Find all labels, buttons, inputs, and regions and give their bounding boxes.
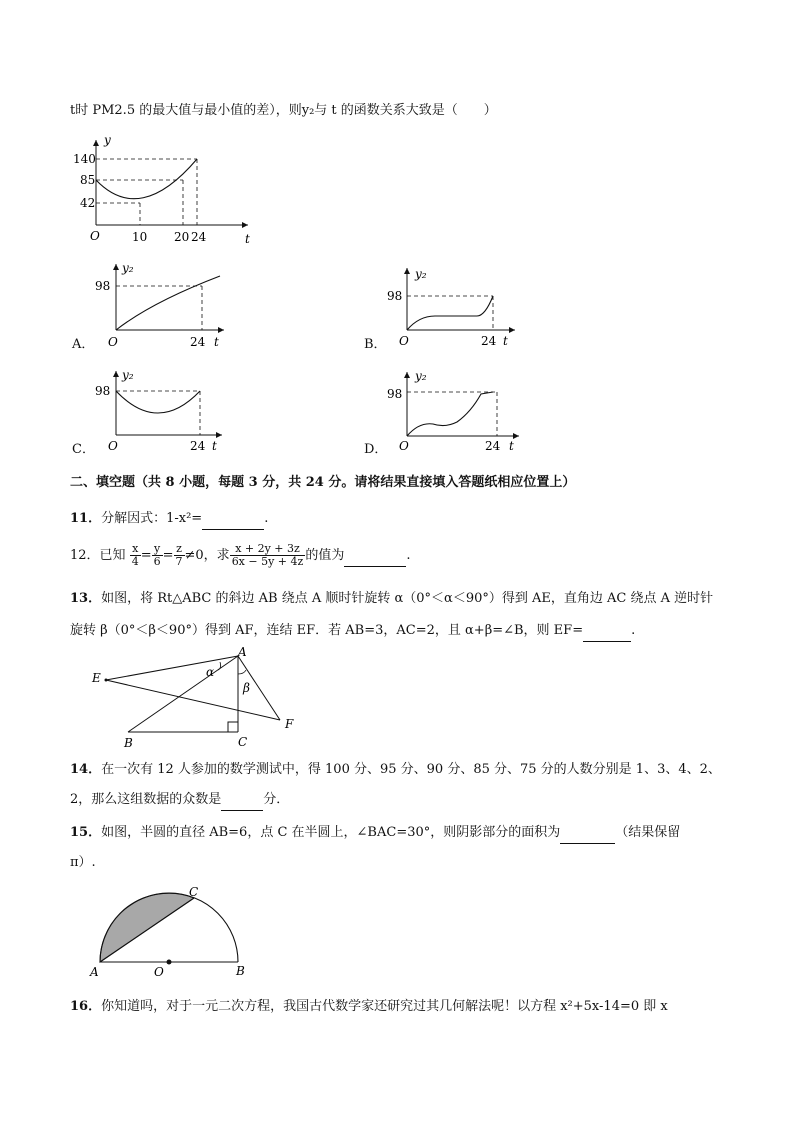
q12-fraction-expression: $\frac{x + 2y + 3z}{6x - 5y + 4z}$	[231, 542, 304, 568]
main-x-tick-10: 10	[132, 230, 148, 244]
option-b-letter[interactable]: B．	[364, 337, 387, 352]
section2-heading: 二、填空题（共 8 小题，每题 3 分，共 24 分。请将结果直接填入答题纸相应位置上）	[70, 475, 576, 490]
option-c-x-tick: 24	[190, 439, 206, 453]
q12-end: .	[406, 548, 411, 563]
q12-suffix: 的值为	[305, 548, 345, 563]
option-d-x-tick: 24	[485, 439, 501, 453]
option-c-letter[interactable]: C．	[72, 442, 95, 457]
q12-number: 12．	[70, 548, 100, 563]
q12-fraction-y-6: $\frac{y}{6}$	[153, 542, 161, 568]
option-d-letter[interactable]: D．	[364, 442, 388, 457]
q12-eq2: =	[162, 548, 174, 563]
q14-number: 14．	[70, 762, 102, 777]
q11-number: 11．	[70, 511, 102, 526]
q13-label-E: E	[92, 671, 101, 685]
q12-answer-blank[interactable]	[344, 546, 406, 567]
option-a-x-tick: 24	[190, 335, 206, 349]
q12-prefix: 已知	[99, 548, 126, 563]
q13-number: 13．	[70, 591, 102, 606]
option-d-graph[interactable]	[385, 366, 530, 456]
q12-neq: ≠0，求	[184, 548, 230, 563]
main-y-label: y	[104, 133, 111, 147]
main-y-tick-42: 42	[80, 196, 96, 210]
q12-fraction-x-4: $\frac{x}{4}$	[131, 542, 139, 568]
q16-number: 16．	[70, 999, 102, 1014]
option-b-x-label: t	[503, 334, 508, 348]
option-c-graph[interactable]	[92, 365, 232, 457]
q12-fraction-z-7: $\frac{z}{7}$	[175, 542, 183, 568]
option-a-y-tick: 98	[95, 279, 111, 293]
q13-figure	[88, 646, 308, 752]
q11-text: 分解因式：1-x²=	[101, 511, 203, 526]
option-d-y-label: y₂	[415, 369, 427, 383]
q13-line2: 旋转 β（0°＜β＜90°）得到 AF，连结 EF．若 AB=3，AC=2，且 α+β=∠B，则 EF= .	[70, 621, 635, 642]
q15-label-A: A	[90, 965, 99, 979]
q15-line2: π）.	[70, 855, 96, 870]
option-a-y-label: y₂	[122, 261, 134, 275]
q15-answer-blank[interactable]	[560, 823, 615, 844]
option-c-origin: O	[108, 439, 118, 453]
q13-label-B: B	[124, 736, 133, 750]
q14-answer-blank[interactable]	[221, 790, 263, 811]
option-d-x-label: t	[509, 439, 514, 453]
q11	[70, 509, 268, 530]
main-y-tick-140: 140	[73, 152, 96, 166]
option-b-origin: O	[399, 334, 409, 348]
option-b-y-tick: 98	[387, 289, 403, 303]
q10-stem-tail: t时 PM2.5 的最大值与最小值的差），则y₂与 t 的函数关系大致是（ ）	[70, 103, 497, 118]
q13-label-alpha: α	[206, 665, 215, 679]
main-x-label: t	[245, 232, 250, 246]
q14-line1: 14．在一次有 12 人参加的数学测试中，得 100 分、95 分、90 分、85 分、75 分的人数分别是 1、3、4、2、	[70, 762, 721, 777]
main-origin: O	[90, 229, 100, 243]
q12-eq1: =	[140, 548, 152, 563]
option-a-x-label: t	[214, 335, 219, 349]
q11-end: .	[264, 511, 269, 526]
main-x-tick-20: 20	[174, 230, 190, 244]
option-c-x-label: t	[212, 439, 217, 453]
q15-number: 15．	[70, 825, 102, 840]
q13-line1: 13．如图，将 Rt△ABC 的斜边 AB 绕点 A 顺时针旋转 α（0°＜α＜90°）得到 AE，直角边 AC 绕点 A 逆时针	[70, 591, 714, 606]
q12	[70, 543, 410, 568]
q15-figure	[86, 880, 256, 980]
q13-label-F: F	[285, 717, 294, 731]
option-a-letter[interactable]: A．	[72, 337, 95, 352]
option-c-y-tick: 98	[95, 384, 111, 398]
option-c-y-label: y₂	[122, 368, 134, 382]
q11-answer-blank[interactable]	[202, 509, 264, 530]
q13-label-beta: β	[243, 681, 250, 695]
q15-label-B: B	[236, 964, 245, 978]
q15-label-C: C	[189, 885, 199, 899]
option-b-graph[interactable]	[385, 262, 525, 352]
main-x-tick-24: 24	[191, 230, 207, 244]
option-b-x-tick: 24	[481, 334, 497, 348]
q10-main-graph	[68, 130, 258, 250]
option-a-graph[interactable]	[92, 258, 232, 353]
q14-line2: 2，那么这组数据的众数是 分．	[70, 790, 289, 811]
main-y-tick-85: 85	[80, 173, 96, 187]
q13-label-C: C	[238, 735, 248, 749]
option-d-y-tick: 98	[387, 387, 403, 401]
q16: 16．你知道吗，对于一元二次方程，我国古代数学家还研究过其几何解法呢！以方程 x²+5x-14=0 即 x	[70, 999, 668, 1014]
option-a-origin: O	[108, 335, 118, 349]
option-d-origin: O	[399, 439, 409, 453]
q13-label-A: A	[238, 646, 247, 659]
q15-line1: 15．如图，半圆的直径 AB=6，点 C 在半圆上，∠BAC=30°，则阴影部分的面积为 （结果保留	[70, 823, 680, 844]
q13-answer-blank[interactable]	[583, 621, 631, 642]
option-b-y-label: y₂	[415, 267, 427, 281]
q15-label-O: O	[154, 965, 164, 979]
